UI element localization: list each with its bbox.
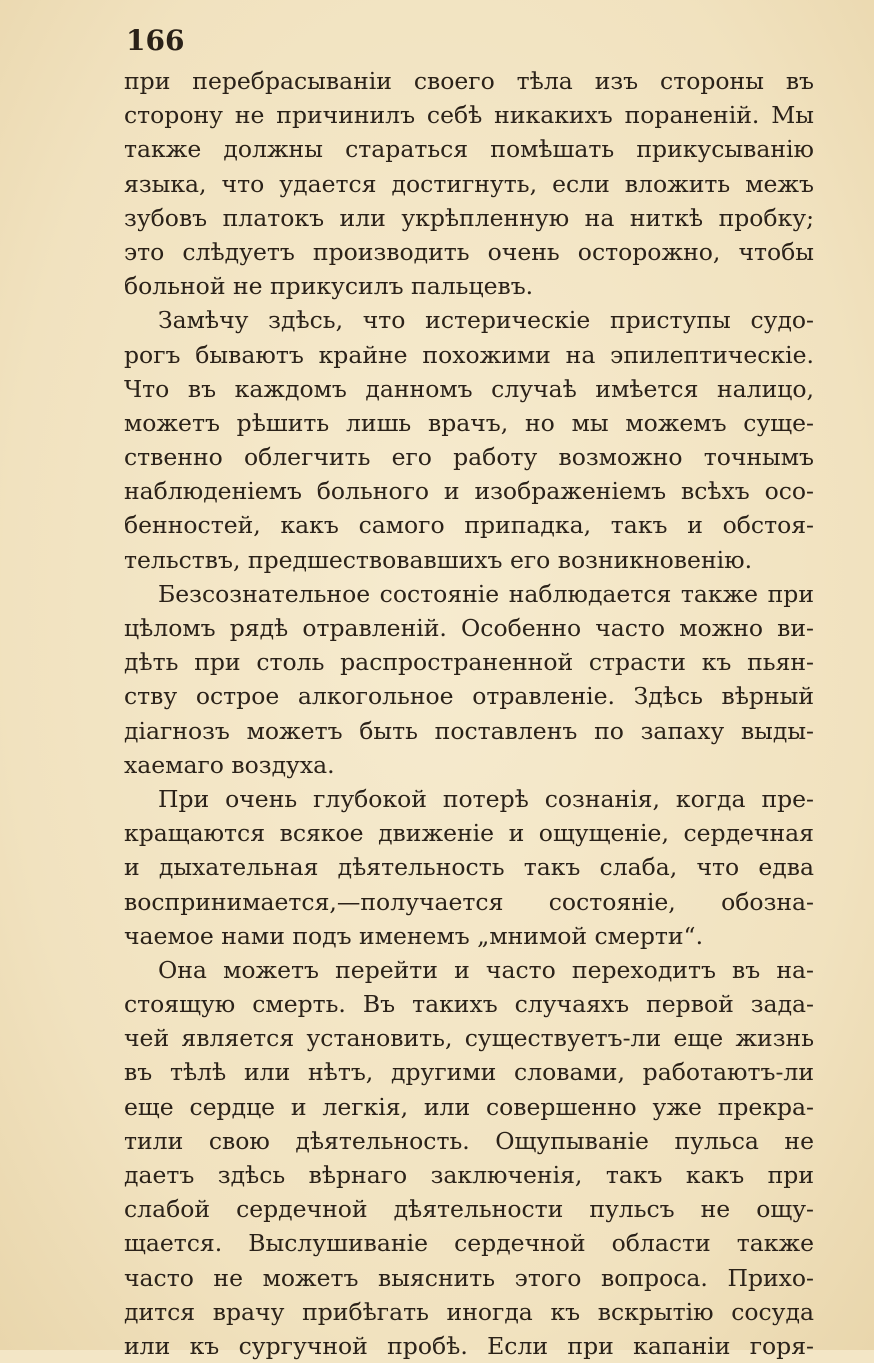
text-line: больной не прикусилъ пальцевъ. (124, 272, 534, 301)
text-line: Замѣчу здѣсь, что истерическіе приступы судо- (158, 306, 814, 335)
text-line: діагнозъ можетъ быть поставленъ по запаху выды- (124, 716, 814, 745)
page-number: 166 (126, 24, 185, 57)
text-line: можетъ рѣшить лишь врачъ, но мы можемъ суще- (124, 408, 814, 437)
text-line: При очень глубокой потерѣ сознанія, когда пре- (158, 784, 814, 813)
text-line: часто не можетъ выяснить этого вопроса. Прихо- (124, 1263, 814, 1292)
text-line: чей является установить, существуетъ-ли еще жизнь (124, 1024, 814, 1053)
text-line: ственно облегчить его работу возможно точнымъ (124, 443, 814, 472)
text-line: зубовъ платокъ или укрѣпленную на ниткѣ пробку; (124, 203, 814, 232)
text-line: чаемое нами подъ именемъ „мнимой смерти“. (124, 921, 704, 950)
text-line: это слѣдуетъ производить очень осторожно, чтобы (124, 237, 814, 266)
text-line: или къ сургучной пробѣ. Если при капаніи горя- (124, 1331, 814, 1360)
text-line: слабой сердечной дѣятельности пульсъ не ощу- (124, 1195, 814, 1224)
text-line: Безсознательное состояніе наблюдается также при (158, 579, 814, 608)
text-line: и дыхательная дѣятельность такъ слаба, что едва (124, 853, 814, 882)
text-line: воспринимается,—получается состояніе, обозна- (124, 887, 814, 916)
text-line: Что въ каждомъ данномъ случаѣ имѣется налицо, (124, 374, 814, 403)
text-line: дится врачу прибѣгать иногда къ вскрытію сосуда (124, 1297, 814, 1326)
body-text (124, 64, 814, 1363)
text-line: цѣломъ рядѣ отравленій. Особенно часто можно ви- (124, 614, 814, 642)
text-line: кращаются всякое движеніе и ощущеніе, сердечная (124, 819, 814, 848)
text-line: тили свою дѣятельность. Ощупываніе пульса не (124, 1126, 814, 1155)
text-line: наблюденіемъ больного и изображеніемъ всѣхъ осо- (124, 477, 814, 506)
text-line: ству острое алкогольное отравленіе. Здѣсь вѣрный (124, 682, 814, 711)
text-line: также должны стараться помѣшать прикусыванію (124, 135, 814, 164)
text-line: въ тѣлѣ или нѣтъ, другими словами, работаютъ-ли (124, 1058, 814, 1087)
text-line: еще сердце и легкія, или совершенно уже прекра- (124, 1092, 814, 1121)
text-line: тельствъ, предшествовавшихъ его возникновенію. (124, 545, 753, 574)
text-line: сторону не причинилъ себѣ никакихъ пораненій. Мы (124, 101, 814, 130)
text-line: даетъ здѣсь вѣрнаго заключенія, такъ какъ при (124, 1161, 814, 1189)
text-line: стоящую смерть. Въ такихъ случаяхъ первой зада- (124, 990, 814, 1019)
text-line: при перебрасываніи своего тѣла изъ стороны въ (124, 67, 814, 95)
text-line: Она можетъ перейти и часто переходитъ въ на- (158, 955, 814, 984)
text-line: бенностей, какъ самого припадка, такъ и обстоя- (124, 511, 814, 540)
text-line: рогъ бываютъ крайне похожими на эпилептическіе. (124, 340, 814, 369)
text-line: дѣть при столь распространенной страсти къ пьян- (124, 648, 814, 677)
text-line: хаемаго воздуха. (124, 750, 335, 779)
text-line: языка, что удается достигнуть, если вложить межъ (124, 169, 814, 198)
text-line: щается. Выслушиваніе сердечной области также (124, 1229, 814, 1258)
